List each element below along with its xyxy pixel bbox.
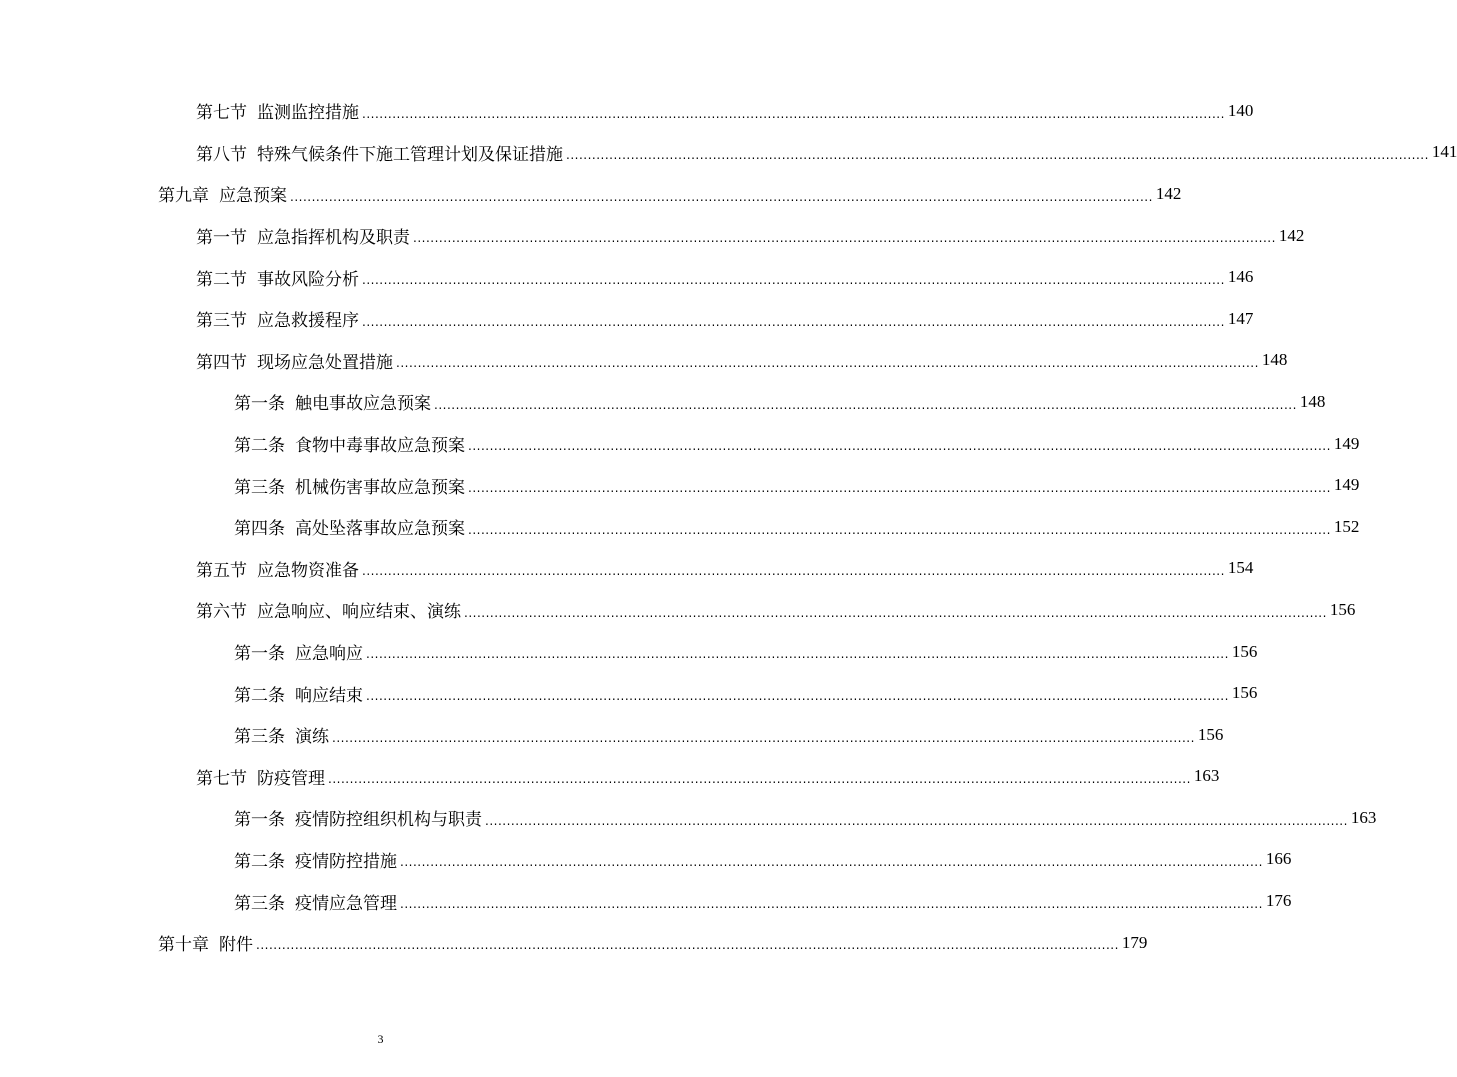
toc-leader-dots: ........................................................................................................................................................................................................ <box>434 397 1297 412</box>
toc-entry[interactable] <box>0 756 1220 798</box>
toc-entry-title: 疫情应急管理 <box>295 893 397 914</box>
toc-entry-title: 监测监控措施 <box>257 103 359 124</box>
toc-entry-label: 第九章 <box>158 186 209 207</box>
toc-leader-dots: ........................................................................................................................................................................................................ <box>396 356 1259 371</box>
toc-leader-dots: ........................................................................................................................................................................................................ <box>362 314 1225 329</box>
toc-leader-dots: ........................................................................................................................................................................................................ <box>366 647 1229 662</box>
toc-entry[interactable] <box>0 631 1258 673</box>
toc-entry-label: 第十章 <box>158 935 209 956</box>
toc-entry-label: 第八节 <box>196 144 247 165</box>
toc-entry-page: 179 <box>1121 932 1148 952</box>
toc-leader-dots: ........................................................................................................................................................................................................ <box>366 688 1229 703</box>
toc-leader-dots: ........................................................................................................................................................................................................ <box>468 522 1331 537</box>
toc-leader-dots: ........................................................................................................................................................................................................ <box>464 605 1327 620</box>
toc-entry-page: 152 <box>1333 516 1360 536</box>
table-of-contents <box>0 90 1457 963</box>
toc-entry[interactable] <box>0 464 1360 506</box>
toc-entry-page: 142 <box>1278 225 1305 245</box>
toc-entry[interactable] <box>0 714 1224 756</box>
toc-entry-page: 148 <box>1299 391 1326 411</box>
toc-entry-label: 第四节 <box>196 352 247 373</box>
toc-entry-title: 应急指挥机构及职责 <box>257 228 410 249</box>
toc-entry-label: 第二条 <box>234 436 285 457</box>
toc-leader-dots: ........................................................................................................................................................................................................ <box>328 772 1191 787</box>
toc-entry-title: 食物中毒事故应急预案 <box>295 436 465 457</box>
toc-entry-page: 156 <box>1329 599 1356 619</box>
toc-entry-label: 第二条 <box>234 851 285 872</box>
toc-entry-label: 第三条 <box>234 727 285 748</box>
toc-entry-label: 第二节 <box>196 269 247 290</box>
toc-entry-title: 应急救援程序 <box>257 311 359 332</box>
toc-leader-dots: ........................................................................................................................................................................................................ <box>256 938 1119 953</box>
toc-entry-title: 应急响应、响应结束、演练 <box>257 602 461 623</box>
toc-entry-title: 特殊气候条件下施工管理计划及保证措施 <box>257 144 563 165</box>
toc-entry-title: 疫情防控组织机构与职责 <box>295 810 482 831</box>
toc-entry-page: 156 <box>1231 641 1258 661</box>
toc-leader-dots: ........................................................................................................................................................................................................ <box>413 231 1276 246</box>
toc-entry[interactable] <box>0 672 1258 714</box>
toc-entry[interactable] <box>0 797 1377 839</box>
toc-entry-page: 141 <box>1431 142 1457 162</box>
toc-entry[interactable] <box>0 880 1292 922</box>
toc-entry-label: 第一条 <box>234 394 285 415</box>
toc-entry-title: 演练 <box>295 727 329 748</box>
toc-entry-label: 第六节 <box>196 602 247 623</box>
toc-entry-title: 机械伤害事故应急预案 <box>295 477 465 498</box>
toc-entry-title: 应急响应 <box>295 644 363 665</box>
toc-entry-label: 第三节 <box>196 311 247 332</box>
toc-leader-dots: ........................................................................................................................................................................................................ <box>400 855 1263 870</box>
toc-entry-page: 163 <box>1350 807 1377 827</box>
toc-entry[interactable] <box>0 132 1457 174</box>
toc-entry-label: 第五节 <box>196 560 247 581</box>
toc-entry-page: 176 <box>1265 891 1292 911</box>
toc-entry-label: 第三条 <box>234 477 285 498</box>
toc-leader-dots: ........................................................................................................................................................................................................ <box>362 272 1225 287</box>
toc-entry-title: 疫情防控措施 <box>295 851 397 872</box>
toc-entry[interactable] <box>0 506 1360 548</box>
toc-leader-dots: ........................................................................................................................................................................................................ <box>566 148 1429 163</box>
toc-entry-label: 第七节 <box>196 103 247 124</box>
toc-entry-title: 高处坠落事故应急预案 <box>295 519 465 540</box>
toc-entry[interactable] <box>0 423 1360 465</box>
toc-entry-label: 第一节 <box>196 228 247 249</box>
toc-entry-label: 第七节 <box>196 768 247 789</box>
toc-entry-page: 146 <box>1227 267 1254 287</box>
toc-entry-title: 应急物资准备 <box>257 560 359 581</box>
toc-entry-label: 第二条 <box>234 685 285 706</box>
toc-leader-dots: ........................................................................................................................................................................................................ <box>485 813 1348 828</box>
toc-entry[interactable] <box>0 381 1326 423</box>
toc-entry[interactable] <box>0 839 1292 881</box>
toc-entry[interactable] <box>0 589 1356 631</box>
toc-entry-page: 149 <box>1333 433 1360 453</box>
toc-entry-title: 应急预案 <box>219 186 287 207</box>
toc-entry-title: 事故风险分析 <box>257 269 359 290</box>
toc-entry[interactable] <box>0 215 1305 257</box>
toc-entry-label: 第三条 <box>234 893 285 914</box>
toc-entry-page: 166 <box>1265 849 1292 869</box>
toc-entry-label: 第一条 <box>234 810 285 831</box>
toc-leader-dots: ........................................................................................................................................................................................................ <box>468 480 1331 495</box>
page-number: 3 <box>377 1032 384 1046</box>
toc-entry-title: 触电事故应急预案 <box>295 394 431 415</box>
toc-entry-title: 现场应急处置措施 <box>257 352 393 373</box>
toc-leader-dots: ........................................................................................................................................................................................................ <box>362 564 1225 579</box>
toc-entry[interactable] <box>0 298 1254 340</box>
toc-entry-page: 149 <box>1333 475 1360 495</box>
toc-entry-page: 142 <box>1155 183 1182 203</box>
toc-leader-dots: ........................................................................................................................................................................................................ <box>362 106 1225 121</box>
toc-entry[interactable] <box>0 173 1182 215</box>
toc-entry[interactable] <box>0 340 1288 382</box>
toc-entry-page: 140 <box>1227 100 1254 120</box>
toc-leader-dots: ........................................................................................................................................................................................................ <box>332 730 1195 745</box>
toc-entry-label: 第四条 <box>234 519 285 540</box>
toc-entry-page: 156 <box>1231 683 1258 703</box>
toc-entry-title: 附件 <box>219 935 253 956</box>
toc-entry[interactable] <box>0 90 1254 132</box>
toc-entry[interactable] <box>0 256 1254 298</box>
toc-entry-title: 响应结束 <box>295 685 363 706</box>
toc-entry-page: 148 <box>1261 350 1288 370</box>
toc-entry-title: 防疫管理 <box>257 768 325 789</box>
toc-leader-dots: ........................................................................................................................................................................................................ <box>290 189 1153 204</box>
toc-leader-dots: ........................................................................................................................................................................................................ <box>468 439 1331 454</box>
toc-entry-page: 156 <box>1197 724 1224 744</box>
toc-leader-dots: ........................................................................................................................................................................................................ <box>400 896 1263 911</box>
toc-entry[interactable] <box>0 548 1254 590</box>
toc-entry-page: 163 <box>1193 766 1220 786</box>
toc-entry-page: 147 <box>1227 308 1254 328</box>
toc-entry-label: 第一条 <box>234 644 285 665</box>
toc-entry-page: 154 <box>1227 558 1254 578</box>
toc-entry[interactable] <box>0 922 1148 964</box>
